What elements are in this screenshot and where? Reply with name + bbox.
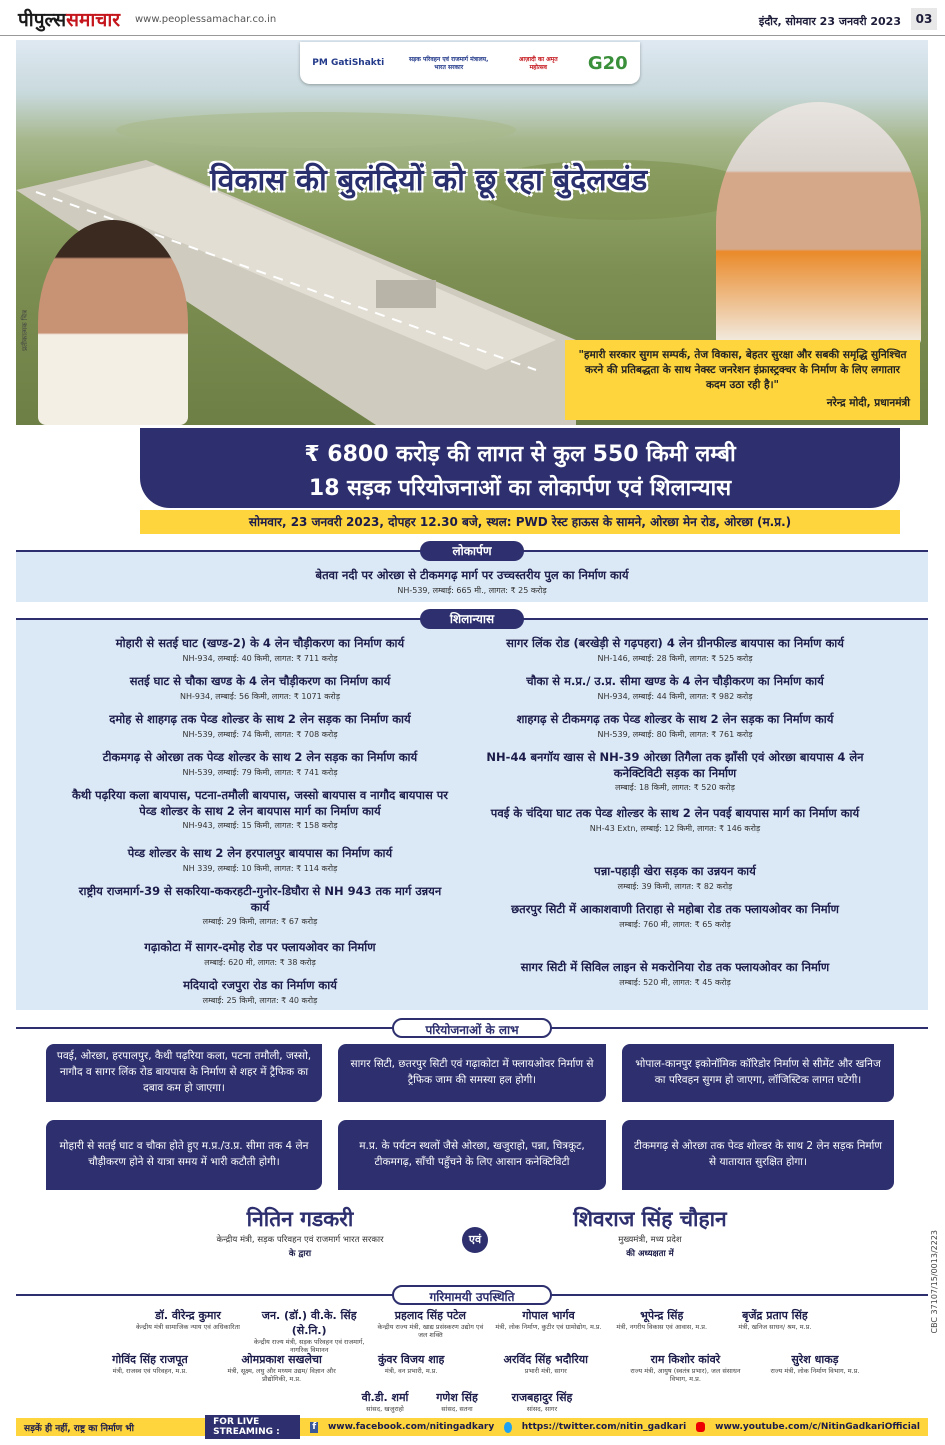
twitter-icon	[504, 1422, 512, 1433]
facebook-link[interactable]: www.facebook.com/nitingadkary	[327, 1422, 495, 1432]
overpass	[376, 280, 436, 308]
gadkari-role: केन्द्रीय मंत्री, सड़क परिवहन एवं राजमार्ग भारत सरकार	[216, 1235, 384, 1245]
list-item: सागर लिंक रोड (बरखेड़ी से गढ़पहरा) 4 लेन ग्रीनफील्ड बायपास का निर्माण कार्य NH-146, लम्बाई: 28 किमी, लागत: ₹ 525 करोड़	[506, 636, 844, 663]
benefit-card: भोपाल-कानपुर इकोनॉमिक कॉरिडोर निर्माण से सीमेंट और खनिज का परिवहन सुगम हो जाएगा, लॉजिस्टिक लागत घटेगी।	[622, 1044, 894, 1102]
shilanyas-title: शिलान्यास	[420, 609, 524, 629]
list-item: मोहारी से सतई घाट (खण्ड-2) के 4 लेन चौड़ीकरण का निर्माण कार्य NH-934, लम्बाई: 40 किमी, लागत: ₹ 711 करोड़	[115, 636, 405, 663]
chouhan-by: की अध्यक्षता में	[626, 1249, 674, 1260]
banner-line-2: 18 सड़क परियोजनाओं का लोकार्पण एवं शिलान्यास	[308, 476, 732, 501]
list-item: टीकमगढ़ से ओरछा तक पेव्ड शोल्डर के साथ 2 लेन सड़क का निर्माण कार्य NH-539, लम्बाई: 79 किमी, लागत: ₹ 741 करोड़	[102, 750, 418, 777]
dignitaries-row-1	[130, 1308, 830, 1354]
live-streaming-label: FOR LIVE STREAMING :	[205, 1415, 300, 1439]
masthead	[0, 0, 945, 36]
chouhan-block	[520, 1205, 780, 1259]
list-item: मदियादो रजपुरा रोड का निर्माण कार्य लम्बाई: 25 किमी, लागत: ₹ 40 करोड़	[183, 978, 337, 1005]
cbc-code: CBC 37107/15/0013/2223	[930, 1230, 939, 1334]
dignitary: वी.डी. शर्मा सांसद, खजुराहो	[361, 1391, 409, 1413]
g20-logo: G20	[587, 52, 628, 74]
gadkari-name: नितिन गडकरी	[246, 1207, 354, 1231]
lokarpan-item	[16, 568, 928, 596]
gadkari-by: के द्वारा	[288, 1249, 312, 1260]
list-item: चौका से म.प्र./ उ.प्र. सीमा खण्ड के 4 लेन चौड़ीकरण का निर्माण कार्य NH-934, लम्बाई: 44 किमी, लागत: ₹ 982 करोड़	[526, 674, 824, 701]
hero-headline: विकास की बुलंदियों को छू रहा बुंदेलखंड	[210, 163, 648, 198]
footer-slogan: सड़कें ही नहीं, राष्ट्र का निर्माण भी	[24, 1423, 134, 1434]
and-badge: एवं	[462, 1227, 488, 1253]
dignitary: भूपेन्द्र सिंह मंत्री, नगरीय विकास एवं आवास, म.प्र.	[616, 1309, 708, 1331]
horizon-haze	[116, 112, 516, 148]
item-title: बेतवा नदी पर ओरछा से टीकमगढ़ मार्ग पर उच्चस्तरीय पुल का निर्माण कार्य	[315, 568, 629, 582]
list-item: दमोह से शाहगढ़ तक पेव्ड शोल्डर के साथ 2 लेन सड़क का निर्माण कार्य NH-539, लम्बाई: 74 किमी, लागत: ₹ 708 करोड़	[109, 712, 411, 739]
benefit-card: मोहारी से सतई घाट व चौका होते हुए म.प्र./उ.प्र. सीमा तक 4 लेन चौड़ीकरण होने से यात्रा समय में भारी कटौती होगी।	[46, 1120, 322, 1190]
project-banner	[140, 428, 900, 508]
benefit-card: म.प्र. के पर्यटन स्थलों जैसे ओरछा, खजुराहो, पन्ना, चित्रकूट, टीकमगढ़, साँची पहुँचने के लिए आसान कनेक्टिविटी	[338, 1120, 606, 1190]
logo-strip	[300, 42, 640, 84]
dignitary: प्रहलाद सिंह पटेल केन्द्रीय राज्य मंत्री, खाद्य प्रसंस्करण उद्योग एवं जल शक्ति	[377, 1309, 484, 1340]
list-item: कैथी पढ़रिया कला बायपास, पटना-तमौली बायपास, जस्सो बायपास व नागौद बायपास पर पेव्ड शोल्डर के साथ 2 लेन बायपास मार्ग का निर्माण कार्य NH-943, लम्बाई: 15 किमी, लागत: ₹ 158 करोड़	[72, 788, 448, 831]
pm-quote	[565, 340, 920, 420]
gatishakti-logo: PM GatiShakti	[312, 58, 385, 68]
list-item: सतई घाट से चौका खण्ड के 4 लेन चौड़ीकरण का निर्माण कार्य NH-934, लम्बाई: 56 किमी, लागत: ₹ 1071 करोड़	[129, 674, 391, 701]
benefit-card: सागर सिटी, छतरपुर सिटी एवं गढ़ाकोटा में फ्लायओवर निर्माण से ट्रैफिक जाम की समस्या हल होगी।	[338, 1044, 606, 1102]
shilanyas-right-column	[480, 636, 870, 1016]
page-number: 03	[911, 8, 937, 30]
dignitary: गोपाल भार्गव मंत्री, लोक निर्माण, कुटीर एवं ग्रामोद्योग, म.प्र.	[495, 1309, 602, 1331]
dignitary: ओमप्रकाश सखलेचा मंत्री, सूक्ष्म, लघु और मध्यम उद्यम/ विज्ञान और प्रौद्योगिकी, म.प्र.	[227, 1353, 336, 1384]
newspaper-url: www.peoplessamachar.co.in	[135, 14, 277, 25]
event-venue: सोमवार, 23 जनवरी 2023, दोपहर 12.30 बजे, स्थल: PWD रेस्ट हाऊस के सामने, ओरछा मेन रोड, ओरछा (म.प्र.)	[140, 510, 900, 534]
dignitary: डॉ. वीरेन्द्र कुमार केन्द्रीय मंत्री सामाजिक न्याय एवं अधिकारिता	[136, 1309, 240, 1331]
lokarpan-title: लोकार्पण	[420, 541, 524, 561]
dignitary: सुरेश धाकड़ राज्य मंत्री, लोक निर्माण विभाग, म.प्र.	[770, 1353, 860, 1375]
dignitary: जन. (डॉ.) वी.के. सिंह (से.नि.) केन्द्रीय राज्य मंत्री, सड़क परिवहन एवं राजमार्ग, नागरिक विमानन	[253, 1309, 365, 1355]
dignitary: राजबहादुर सिंह सांसद, सागर	[511, 1391, 573, 1413]
facebook-icon: f	[312, 1421, 317, 1432]
dignitary: गणेश सिंह सांसद, सतना	[436, 1391, 478, 1413]
newspaper-logo: पीपुल्ससमाचार	[18, 9, 121, 31]
dignitaries-row-2	[90, 1352, 870, 1383]
dignitaries-title: गरिमामयी उपस्थिति	[392, 1285, 552, 1305]
dignitary: गोविंद सिंह राजपूत मंत्री, राजस्व एवं परिवहन, म.प्र.	[112, 1353, 188, 1375]
modi-portrait	[716, 102, 921, 347]
azadi-logo: आज़ादी का अमृत महोत्सव	[518, 56, 558, 71]
item-detail: NH-539, लम्बाई: 665 मी., लागत: ₹ 25 करोड़	[397, 585, 547, 595]
youtube-icon	[696, 1422, 705, 1432]
dignitaries-row-3	[350, 1390, 590, 1413]
quote-text: "हमारी सरकार सुगम सम्पर्क, तेज विकास, बेहतर सुरक्षा और सबकी समृद्धि सुनिश्चित करने की प्रतिबद्धता के साथ नेक्स्ट जनरेशन इंफ्रास्ट्रक्चर के निर्माण के लिए लगातार कदम उठा रही है।"	[578, 349, 907, 392]
quote-author: नरेन्द्र मोदी, प्रधानमंत्री	[826, 396, 910, 409]
list-item: पेव्ड शोल्डर के साथ 2 लेन हरपालपुर बायपास का निर्माण कार्य NH 339, लम्बाई: 10 किमी, लागत: ₹ 114 करोड़	[127, 846, 393, 873]
chouhan-portrait	[38, 220, 188, 425]
dateline: इंदौर, सोमवार 23 जनवरी 2023	[758, 15, 901, 28]
benefits-title: परियोजनाओं के लाभ	[392, 1018, 552, 1038]
dignitary: राम किशोर कांवरे राज्य मंत्री, आयुष (स्वतंत्र प्रभार), जल संसाधन विभाग, म.प्र.	[630, 1353, 741, 1384]
photo-caption: प्रतीकात्मक चित्र	[21, 310, 29, 351]
list-item: राष्ट्रीय राजमार्ग-39 से सकरिया-ककरहटी-गुनोर-डिघौरा से NH 943 तक मार्ग उन्नयन कार्य लम्बाई: 29 किमी, लागत: ₹ 67 करोड़	[78, 884, 442, 927]
benefit-card: पवई, ओरछा, हरपालपुर, कैथी पढ़रिया कला, पटना तमौली, जस्सो, नागौद व सागर लिंक रोड बायपास के निर्माण से शहर में ट्रैफिक का दबाव कम हो जाएगा।	[46, 1044, 322, 1102]
footer-strip	[16, 1418, 928, 1436]
chouhan-role: मुख्यमंत्री, मध्य प्रदेश	[618, 1235, 682, 1245]
twitter-link[interactable]: https://twitter.com/nitin_gadkari	[521, 1422, 687, 1432]
ministry-emblem: सड़क परिवहन एवं राजमार्ग मंत्रालय, भारत सरकार	[409, 56, 489, 71]
dignitary: अरविंद सिंह भदौरिया प्रभारी मंत्री, सागर	[503, 1353, 589, 1375]
dignitary: कुंवर विजय शाह मंत्री, वन प्रभारी, म.प्र.	[377, 1353, 445, 1375]
youtube-link[interactable]: www.youtube.com/c/NitinGadkariOfficial	[715, 1422, 921, 1432]
list-item: पवई के चंदिया घाट तक पेव्ड शोल्डर के साथ 2 लेन पवई बायपास मार्ग का निर्माण कार्य NH-43 Extn, लम्बाई: 12 किमी, लागत: ₹ 146 करोड़	[490, 806, 860, 833]
list-item: शाहगढ़ से टीकमगढ़ तक पेव्ड शोल्डर के साथ 2 लेन सड़क का निर्माण कार्य NH-539, लम्बाई: 80 किमी, लागत: ₹ 761 करोड़	[516, 712, 834, 739]
list-item: सागर सिटी में सिविल लाइन से मकरोनिया रोड तक फ्लायओवर का निर्माण लम्बाई: 520 मी, लागत: ₹ 45 करोड़	[520, 960, 830, 987]
chouhan-name: शिवराज सिंह चौहान	[573, 1207, 727, 1231]
list-item: पन्ना-पहाड़ी खेरा सड़क का उन्नयन कार्य लम्बाई: 39 किमी, लागत: ₹ 82 करोड़	[594, 864, 756, 891]
list-item: गढ़ाकोटा में सागर-दमोह रोड पर फ्लायओवर का निर्माण लम्बाई: 620 मी, लागत: ₹ 38 करोड़	[144, 940, 376, 967]
gadkari-block	[200, 1205, 400, 1259]
dignitary: बृजेंद्र प्रताप सिंह मंत्री, खनिज साधन/ श्रम, म.प्र.	[738, 1309, 812, 1331]
shilanyas-left-column	[70, 636, 450, 1016]
benefit-card: टीकमगढ़ से ओरछा तक पेव्ड शोल्डर के साथ 2 लेन सड़क निर्माण से यातायात सुरक्षित होगा।	[622, 1120, 894, 1190]
banner-line-1: ₹ 6800 करोड़ की लागत से कुल 550 किमी लम्बी	[304, 442, 736, 467]
list-item: NH-44 बनगॉय खास से NH-39 ओरछा तिगैला तक झाँसी एवं ओरछा बायपास 4 लेन कनेक्टिविटी सड़क का निर्माण लम्बाई: 18 किमी, लागत: ₹ 520 करोड़	[486, 750, 864, 793]
list-item: छतरपुर सिटी में आकाशवाणी तिराहा से महोबा रोड तक फ्लायओवर का निर्माण लम्बाई: 760 मी, लागत: ₹ 65 करोड़	[511, 902, 839, 929]
